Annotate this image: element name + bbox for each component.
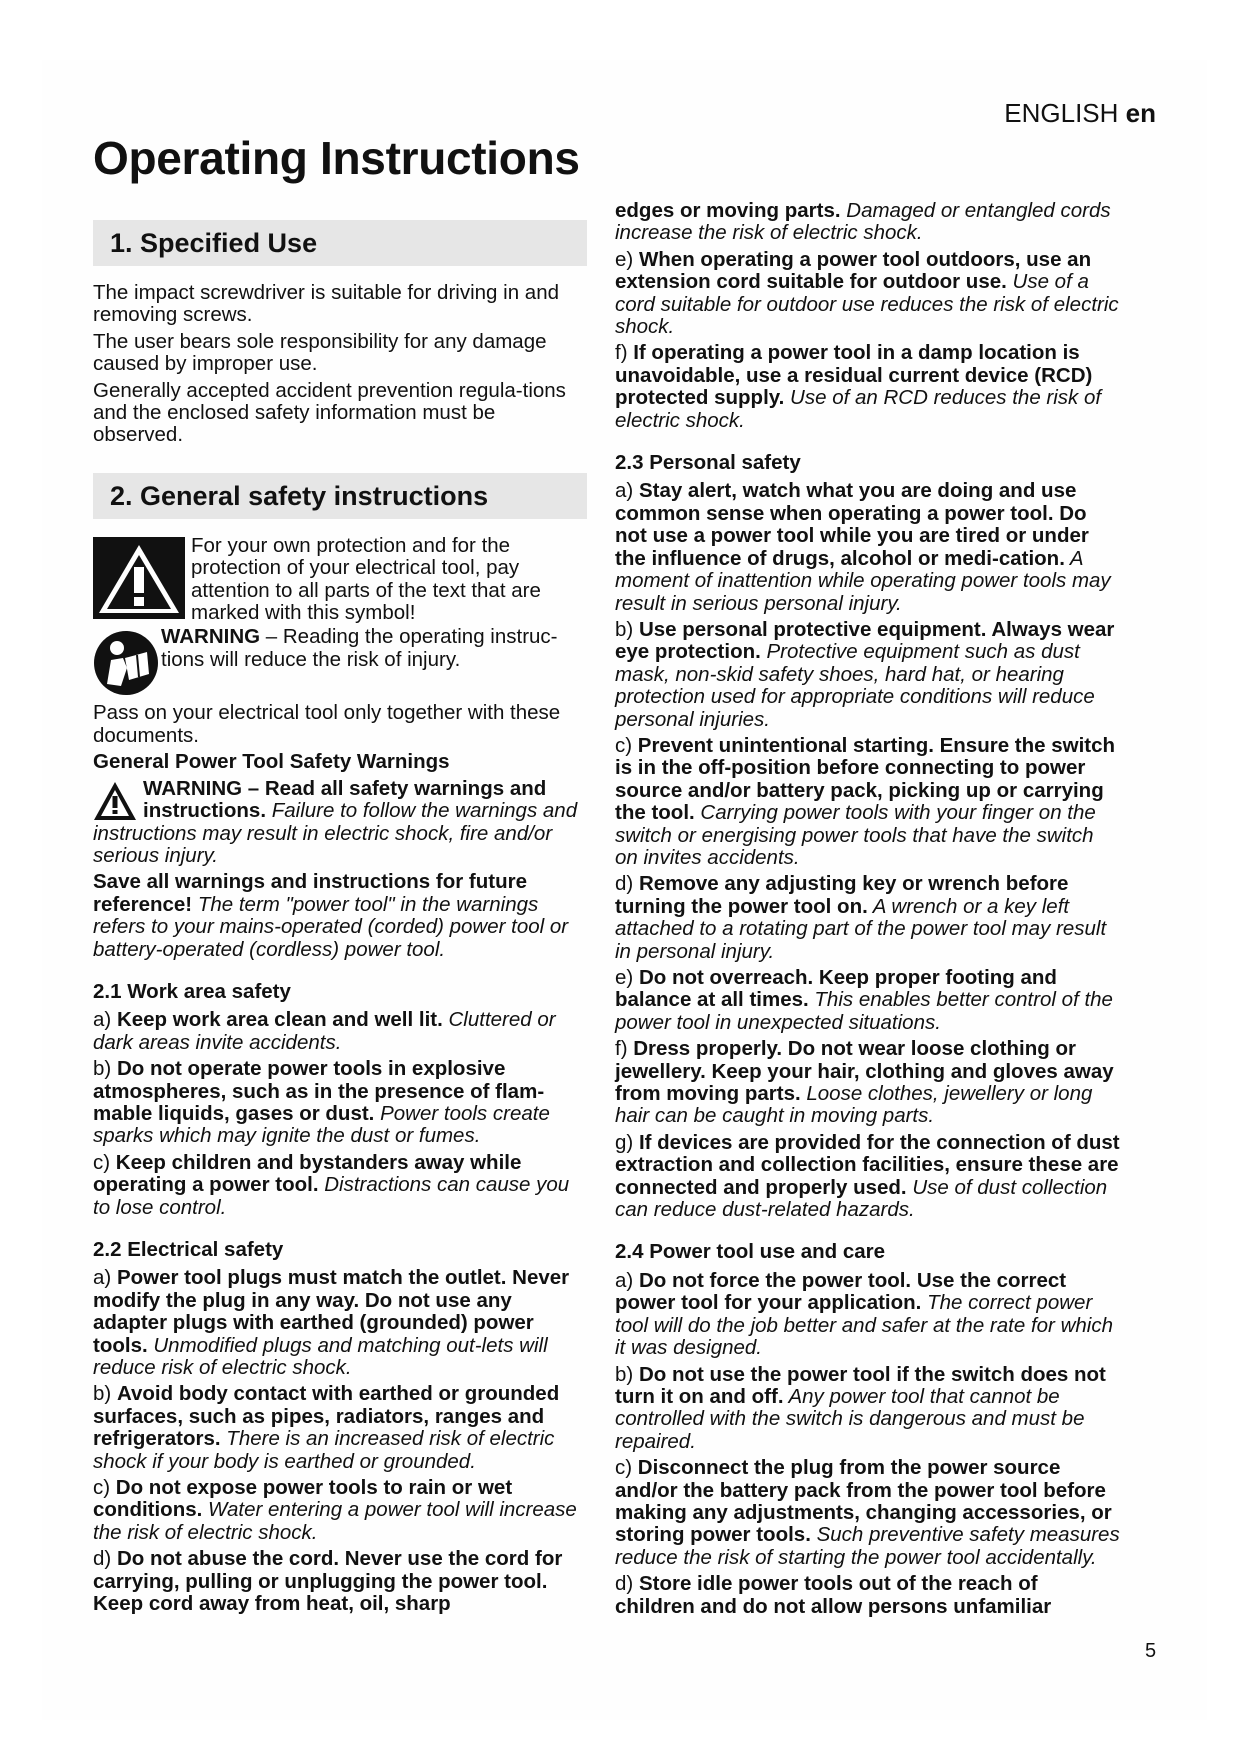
list-item: b) Use personal protective equipment. Always wear eye protection. Protective equipment such as dust mask, non-skid safety shoes, hard hat, or hearing protection used for appropriate conditions will reduce personal injuries. [615,617,1115,731]
save-warnings-italic: The term "power tool" in the warnings refers to your mains-operated (corded) power tool or battery-operated (cordless) power tool. [93,892,569,961]
language-indicator [1004,98,1156,129]
subsection-heading-work-area: 2.1 Work area safety [93,979,291,1003]
list-item: e) Do not overreach. Keep proper footing and balance at all times. This enables better control of the power tool in unexpected situations. [615,966,1113,1034]
list-item: g) If devices are provided for the connection of dust extraction and collection facilities, ensure these are connected and properly used. Use of dust collection can reduce dust-related hazards. [615,1130,1120,1222]
list-item: a) Power tool plugs must match the outlet. Never modify the plug in any way. Do not use any adapter plugs with earthed (grounded) power tools. Unmodified plugs and matching out-lets will reduce risk of electric shock. [93,1266,570,1380]
page-number: 5 [1145,1640,1157,1662]
pass-on-paragraph: Pass on your electrical tool only together with these documents. [93,701,561,747]
subsection-heading-tool-use: 2.4 Power tool use and care [615,1240,886,1264]
symbol-notice [93,535,587,625]
warning-triangle-icon [93,537,185,619]
section-heading-general-safety: 2. General safety instructions [93,473,587,519]
list-item: d) Store idle power tools out of the reach of children and do not allow persons unfamiliar [615,1572,1052,1618]
list-item: b) Do not use the power tool if the switch does not turn it on and off. Any power tool that cannot be controlled with the switch is dangerous and must be repaired. [615,1362,1106,1453]
specified-use-paragraph: The impact screwdriver is suitable for driving in and removing screws. [93,281,559,327]
list-item: c) Keep children and bystanders away while operating a power tool. Distractions can cause you to lose control. [93,1150,570,1219]
list-item: b) Do not operate power tools in explosive atmospheres, such as in the presence of flam-mable liquids, gases or dust. Power tools create sparks which may ignite the dust or fumes. [93,1057,550,1148]
page-title: Operating Instructions [93,132,580,184]
list-item: c) Do not expose power tools to rain or wet conditions. Water entering a power tool will increase the risk of electric shock. [93,1476,577,1544]
list-item: b) Avoid body contact with earthed or grounded surfaces, such as pipes, radiators, ranges and refrigerators. There is an increased risk of electric shock if your body is earthed or grounded. [93,1382,560,1473]
list-item: a) Keep work area clean and well lit. Cluttered or dark areas invite accidents. [93,1008,556,1054]
subsection-heading-electrical: 2.2 Electrical safety [93,1238,284,1261]
symbol-notice-text: For your own protection and for the protection of your electrical tool, pay attention to all parts of the text that are marked with this symbol! [191,533,541,625]
list-item: a) Do not force the power tool. Use the correct power tool for your application. The correct power tool will do the job better and safer at the rate for which it was designed. [615,1268,1113,1360]
read-manual-icon [93,628,159,698]
subsection-heading-personal: 2.3 Personal safety [615,451,801,475]
save-warnings-paragraph [93,871,587,961]
save-warnings-bold: Save all warnings and instructions for future reference! [93,870,527,916]
language-code: en [1125,98,1156,128]
list-item: f) If operating a power tool in a damp location is unavoidable, use a residual current device (RCD) protected supply. Use of an RCD reduces the risk of electric shock. [615,341,1102,432]
section-heading-specified-use: 1. Specified Use [93,220,587,266]
right-column [615,200,1120,1622]
list-item: f) Dress properly. Do not wear loose clothing or jewellery. Keep your hair, clothing and gloves away from moving parts. Loose clothes, jewellery or long hair can be caught in moving parts. [615,1037,1114,1128]
general-warning [93,778,587,868]
warning-label: WARNING [161,625,261,649]
list-item: c) Prevent unintentional starting. Ensure the switch is in the off-position before connecting to power source and/or battery pack, picking up or carrying the tool. Carrying power tools with your finger on the switch or energising power tools that have the switch on invites accidents. [615,733,1116,869]
list-item: c) Disconnect the plug from the power source and/or the battery pack from the power tool before making any adjustments, changing accessories, or storing power tools. Such preventive safety measures reduce the risk of starting the power tool accidentally. [615,1456,1120,1569]
warning-text: – Reading the operating instruc-tions will reduce the risk of injury. [161,625,558,671]
specified-use-paragraph: Generally accepted accident prevention regula-tions and the enclosed safety information must be observed. [93,378,566,447]
general-warning-bold: WARNING – Read all safety warnings and instructions. [143,776,547,823]
list-item: d) Do not abuse the cord. Never use the cord for carrying, pulling or unplugging the power tool. Keep cord away from heat, oil, sharp [93,1547,563,1616]
list-item: e) When operating a power tool outdoors, use an extension cord suitable for outdoor use. Use of a cord suitable for outdoor use reduces the risk of electric shock. [615,247,1119,339]
language-label: ENGLISH [1004,98,1119,128]
specified-use-paragraph: The user bears sole responsibility for any damage caused by improper use. [93,329,547,376]
list-item: d) Remove any adjusting key or wrench before turning the power tool on. A wrench or a key left attached to a rotating part of the power tool may result in personal injury. [615,872,1107,963]
warning-triangle-icon [93,780,137,822]
list-item: edges or moving parts. Damaged or entangled cords increase the risk of electric shock. [615,199,1111,245]
left-column [93,220,587,1620]
gptsw-heading: General Power Tool Safety Warnings [93,750,450,774]
list-item: a) Stay alert, watch what you are doing and use common sense when operating a power tool. Do not use a power tool while you are tired or under the influence of drugs, alcohol or medi-cation. A moment of inattention while operating power tools may result in serious personal injury. [615,479,1111,615]
read-manual-notice [93,626,587,698]
general-warning-italic: Failure to follow the warnings and instructions may result in electric shock, fire and/or serious injury. [93,799,578,867]
